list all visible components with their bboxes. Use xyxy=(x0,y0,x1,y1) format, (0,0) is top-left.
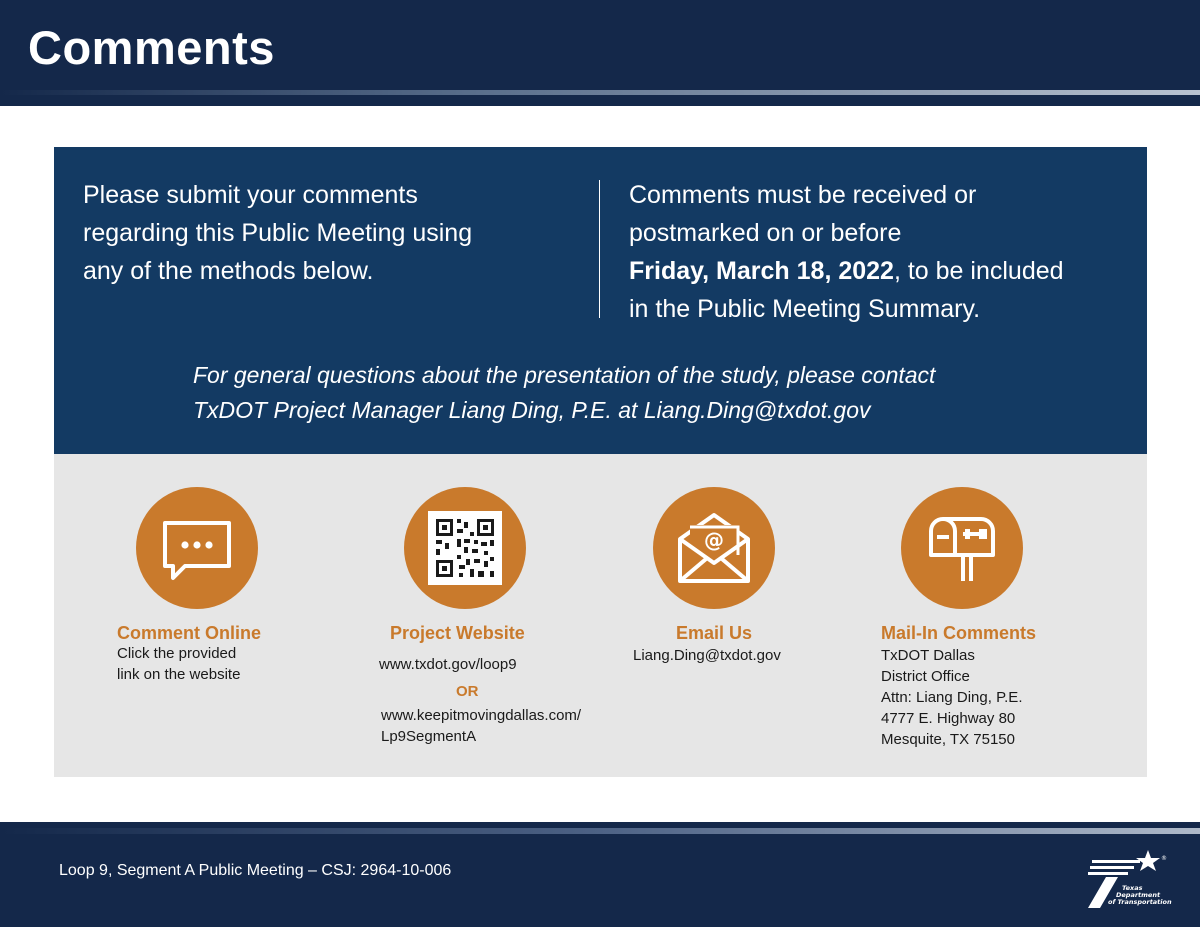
mail-address-line-3: Attn: Liang Ding, P.E. xyxy=(881,689,1023,706)
deadline-date: Friday, March 18, 2022 xyxy=(629,257,894,285)
deadline-line-1: Comments must be received or xyxy=(629,181,977,209)
page-title: Comments xyxy=(28,21,275,74)
header-rule xyxy=(0,90,1200,95)
website-url-keepitmoving[interactable] xyxy=(381,705,581,747)
comment-online-title: Comment Online xyxy=(117,623,262,643)
website-url-2-line-2: Lp9SegmentA xyxy=(381,728,477,745)
website-url-2-line-1: www.keepitmovingdallas.com/ xyxy=(381,707,582,724)
footer-bar xyxy=(0,834,1200,927)
mailbox-icon[interactable] xyxy=(901,487,1023,609)
header-bar xyxy=(0,0,1200,106)
mail-address-line-2: District Office xyxy=(881,668,970,685)
mail-address-line-4: 4777 E. Highway 80 xyxy=(881,710,1016,727)
email-address[interactable]: Liang.Ding@txdot.gov xyxy=(633,647,781,664)
deadline-line-3: , to be included xyxy=(893,257,1064,285)
mail-in-address xyxy=(881,645,1022,750)
mail-address-line-1: TxDOT Dallas xyxy=(881,647,975,664)
website-url-loop9[interactable]: www.txdot.gov/loop9 xyxy=(379,656,517,673)
qr-code-icon[interactable] xyxy=(404,487,526,609)
svg-text:®: ® xyxy=(1161,855,1167,862)
logo-line-3: of Transportation xyxy=(1108,898,1172,906)
mail-address-line-5: Mesquite, TX 75150 xyxy=(881,731,1015,748)
chat-bubble-icon[interactable] xyxy=(136,487,258,609)
project-website-title: Project Website xyxy=(390,623,525,643)
comment-online-desc xyxy=(117,643,240,685)
website-or-label: OR xyxy=(456,683,479,700)
deadline-line-2: postmarked on or before xyxy=(629,219,902,247)
footer-meeting-label: Loop 9, Segment A Public Meeting – CSJ: 2964-10-006 xyxy=(59,862,452,879)
logo-line-2: Department xyxy=(1116,891,1161,899)
comment-online-line-1: Click the provided xyxy=(117,645,237,662)
intro-left-text: Please submit your comments regarding this Public Meeting using any of the methods below. xyxy=(83,181,473,285)
email-us-title: Email Us xyxy=(676,623,753,643)
deadline-line-4: in the Public Meeting Summary. xyxy=(629,295,981,323)
envelope-at-icon[interactable] xyxy=(653,487,775,609)
contact-note xyxy=(193,358,1093,428)
logo-line-1: Texas xyxy=(1122,884,1143,892)
comment-online-line-2: link on the website xyxy=(117,666,241,683)
contact-line-1: For general questions about the presentation of the study, please contact xyxy=(193,362,936,388)
intro-right-text xyxy=(629,176,1129,328)
intro-divider xyxy=(599,180,600,318)
svg-text:@: @ xyxy=(704,528,724,552)
txdot-logo xyxy=(1082,846,1172,915)
mail-in-title: Mail-In Comments xyxy=(881,623,1037,643)
contact-line-2: TxDOT Project Manager Liang Ding, P.E. at Liang.Ding@txdot.gov xyxy=(193,397,871,423)
